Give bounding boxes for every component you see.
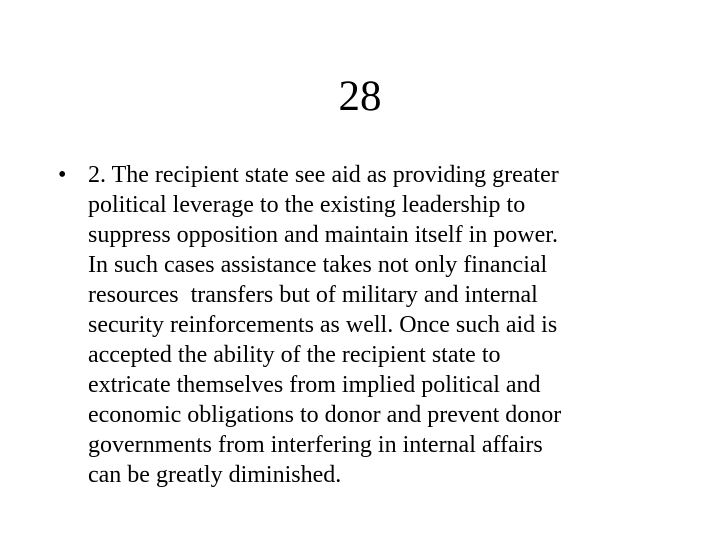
bullet-line: resources transfers but of military and internal [88, 282, 538, 308]
bullet-line: security reinforcements as well. Once such aid is [88, 312, 558, 338]
bullet-line: can be greatly diminished. [88, 462, 342, 488]
bullet-item [58, 160, 658, 490]
slide-content [58, 160, 658, 490]
bullet-line: governments from interfering in internal affairs [88, 432, 543, 458]
bullet-line: economic obligations to donor and prevent donor [88, 402, 562, 428]
bullet-line: extricate themselves from implied political and [88, 372, 541, 398]
bullet-line: accepted the ability of the recipient state to [88, 342, 501, 368]
bullet-icon: • [58, 162, 67, 188]
bullet-line: political leverage to the existing leadership to [88, 192, 526, 218]
slide-title: 28 [338, 73, 382, 120]
bullet-text [88, 160, 658, 490]
bullet-line: In such cases assistance takes not only financial [88, 252, 548, 278]
bullet-line: suppress opposition and maintain itself in power. [88, 222, 558, 248]
bullet-line: 2. The recipient state see aid as providing greater [88, 162, 559, 188]
